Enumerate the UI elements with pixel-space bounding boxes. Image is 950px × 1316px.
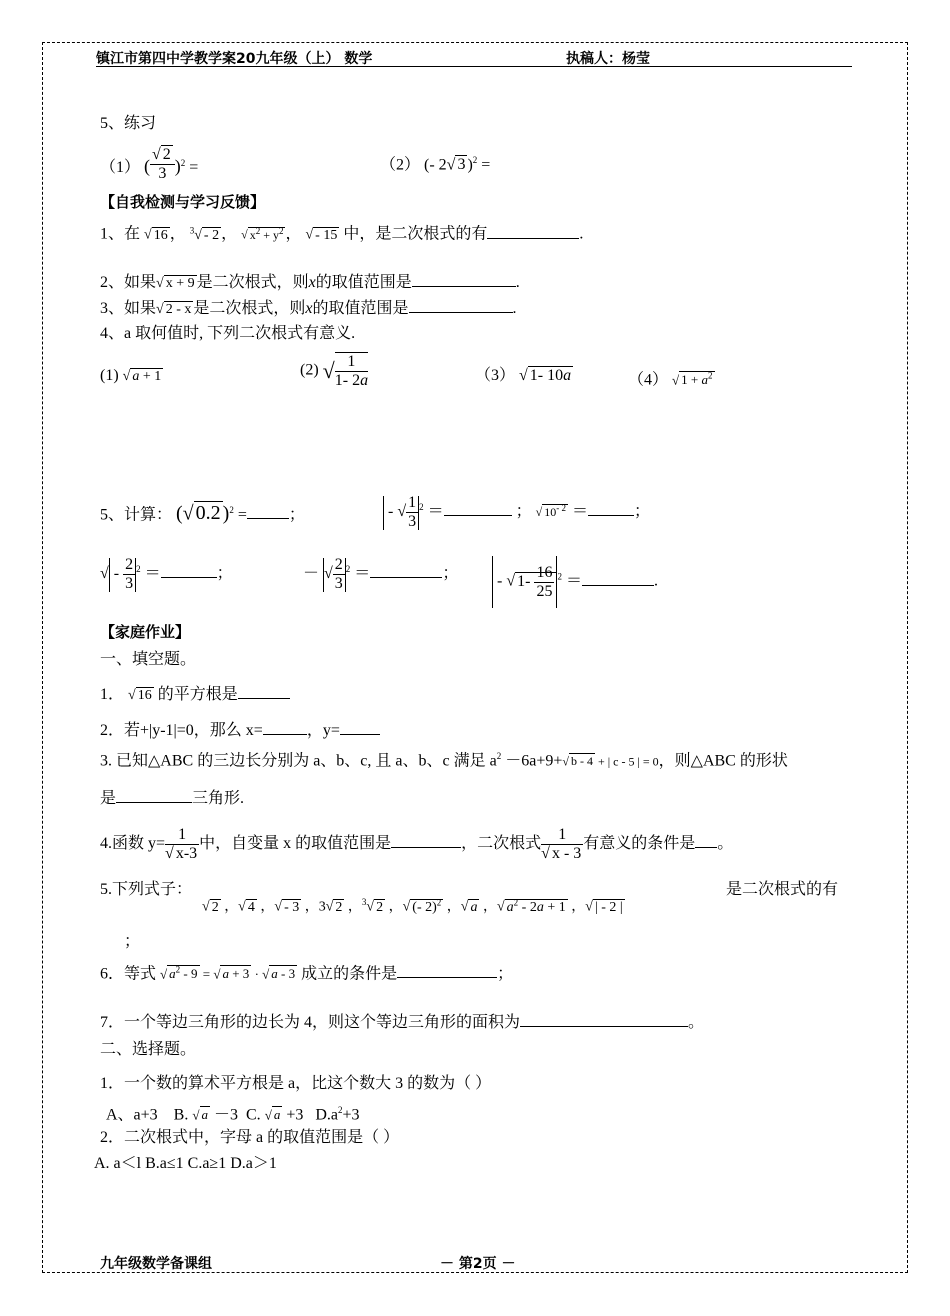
practice-q2-label: （2） bbox=[380, 156, 421, 174]
q4-item-4-label: （4） bbox=[628, 371, 669, 389]
homework-section-1: 一、填空题。 bbox=[100, 651, 197, 668]
practice-q1: （1） ( $\frac{√ 2}{3}$ )$^2$ = bbox=[100, 146, 199, 182]
q4-item-2-label: (2) bbox=[300, 361, 319, 379]
hw-c2: 2．二次根式中，字母 a 的取值范围是（ ） bbox=[100, 1129, 400, 1146]
homework-section-2: 二、选择题。 bbox=[100, 1041, 197, 1058]
hw-q6-a: 6．等式 bbox=[100, 965, 157, 983]
q1-prefix: 1、在 bbox=[100, 225, 141, 243]
selfcheck-q3: 3、如果√ 2 - x 是二次根式，则x的取值范围是 . bbox=[100, 300, 517, 317]
q4-item-3: （3） √ 1- 10a bbox=[475, 367, 572, 384]
hw-c2-options: A. a＜l B.a≤1 C.a≥1 D.a＞1 bbox=[94, 1155, 277, 1172]
hw-q3-c: ，则△ABC 的形状 bbox=[658, 752, 788, 770]
hw-q4-b: 中，自变量 x 的取值范围是 bbox=[199, 835, 392, 853]
q3-suffix: 的取值范围是 bbox=[312, 300, 409, 317]
practice-q1-num: 2 bbox=[162, 146, 171, 163]
q5-expr-2: - √ $\frac{1}{3}$ $^2$ ＝ ； √ $10^{- 2}$ ＝ ； bbox=[384, 494, 651, 530]
q4-item-1-label: (1) bbox=[100, 367, 119, 384]
q2-suffix: 的取值范围是 bbox=[315, 274, 412, 291]
q3-prefix: 3、如果 bbox=[100, 300, 157, 317]
selfcheck-q4: 4、a 取何值时, 下列二次根式有意义. bbox=[100, 325, 356, 342]
q4-item-4: （4） √ $1 + a^2$ bbox=[628, 371, 713, 389]
practice-q2: （2） (- 2√ 3 )$^2$ = bbox=[380, 155, 491, 174]
hw-c1: 1．一个数的算术平方根是 a，比这个数大 3 的数为（ ） bbox=[100, 1075, 492, 1092]
hw-q5-b: 是二次根式的有 bbox=[726, 881, 839, 898]
hw-q1: 1． √ 16 的平方根是 bbox=[100, 684, 290, 706]
hw-q3-e: 三角形. bbox=[192, 790, 245, 807]
hw-q5 bbox=[100, 880, 192, 900]
q4-item-1: (1) √ a + 1 bbox=[100, 367, 162, 384]
hw-q4-c: ，二次根式 bbox=[461, 835, 542, 853]
q3-mid: 是二次根式，则 bbox=[193, 300, 306, 317]
practice-q1-label: （1） bbox=[100, 159, 141, 177]
selfcheck-title: 【自我检测与学习反馈】 bbox=[100, 193, 266, 211]
hw-q3-d: 是 bbox=[100, 790, 117, 807]
hw-q3-a: 3. 已知△ABC 的三边长分别为 a、b、c, 且 a、b、c 满足 a bbox=[100, 752, 497, 770]
hw-q7: 7．一个等边三角形的边长为 4，则这个等边三角形的面积为 。 bbox=[100, 1014, 705, 1031]
hw-q7-text: 7．一个等边三角形的边长为 4，则这个等边三角形的面积为 bbox=[100, 1014, 521, 1031]
hw-q4-d: 有意义的条件是 bbox=[583, 835, 696, 853]
hw-q5-a: 5.下列式子： bbox=[100, 881, 193, 898]
hw-q2 bbox=[100, 720, 380, 741]
hw-q2-y: ，y= bbox=[306, 722, 340, 739]
selfcheck-q2: 2、如果√ x + 9 是二次根式，则x的取值范围是 . bbox=[100, 274, 520, 291]
hw-c1-options: A、a+3 B. √ a －3 C. √ a +3 $D.a^2+3$ bbox=[106, 1105, 360, 1124]
page-header bbox=[96, 48, 852, 67]
hw-q3-line2 bbox=[100, 788, 244, 809]
header-school: 镇江市第四中学教学案20九年级（上） 数学 bbox=[96, 51, 373, 67]
selfcheck-q1: 1、在 √ 16 ， $^3$√ - 2 ， √ $x^2 + y^2$ ， √ - 15 中，是二次根式的有 . bbox=[100, 225, 584, 243]
practice-title: 5、练习 bbox=[100, 115, 157, 132]
hw-q1-suffix: 的平方根是 bbox=[157, 686, 238, 703]
practice-q1-den: 3 bbox=[158, 165, 167, 182]
header-author: 执稿人：杨莹 bbox=[566, 51, 650, 67]
hw-q5-c: ； bbox=[124, 933, 141, 950]
q4-item-2: (2) √ $\frac{1}{1- 2a}$ bbox=[300, 353, 369, 389]
hw-q5-exprs: √ 2 ，√ 4 ，√ - 3 ，3√ 2 ，$^3$√ 2 ，√ (- 2)$^2$ ，√ a ，√ $a^2 - 2a + 1$ ，√ | - 2 | bbox=[202, 897, 623, 915]
hw-q2-text: 2．若+|y-1|=0，那么 x= bbox=[100, 722, 263, 739]
q5-expr-5: － √ $\frac{2}{3}$ $^2$ ＝ ； bbox=[303, 556, 459, 592]
footer-page-number: － 第2页 － bbox=[440, 1256, 516, 1272]
hw-q3: 3. 已知△ABC 的三边长分别为 a、b、c, 且 a、b、c 满足 $a^2 -6a+9+√$ b - 4 + | c - 5 | = 0，则△ABC 的形状 bbox=[100, 751, 788, 770]
hw-q6-b: 成立的条件是 bbox=[301, 965, 398, 983]
hw-q6: 6．等式 √ $a^2 - 9$ = √ a + 3 · √ a - 3 成立的条件是 ； bbox=[100, 965, 514, 983]
q5-prefix: 5、计算： bbox=[100, 506, 173, 524]
hw-q4-a: 4.函数 y= bbox=[100, 835, 166, 853]
q2-prefix: 2、如果 bbox=[100, 274, 157, 291]
hw-q1-prefix: 1． bbox=[100, 686, 125, 703]
q2-mid: 是二次根式，则 bbox=[196, 274, 309, 291]
selfcheck-q5: 5、计算： (√ 0.2 )$^2$ = ； bbox=[100, 502, 305, 525]
q5-expr-4: √ - $\frac{2}{3}$ $^2$ ＝ ； bbox=[100, 556, 233, 592]
homework-title: 【家庭作业】 bbox=[100, 623, 191, 641]
q5-expr-6: - √ 1- $\frac{16}{25}$ $^2$ ＝ . bbox=[492, 556, 658, 608]
footer-group: 九年级数学备课组 bbox=[100, 1256, 212, 1272]
q1-suffix: 中，是二次根式的有 bbox=[343, 225, 488, 243]
hw-q4: 4.函数 y= $\frac{1}{√ x-3}$ 中，自变量 x 的取值范围是 ，二次根式 $\frac{1}{√ x - 3}$ 有意义的条件是 。 bbox=[100, 826, 734, 862]
q4-item-3-label: （3） bbox=[475, 367, 516, 384]
hw-q3-b: －6a+9+ bbox=[505, 752, 563, 770]
eq-sign: = bbox=[189, 159, 199, 177]
